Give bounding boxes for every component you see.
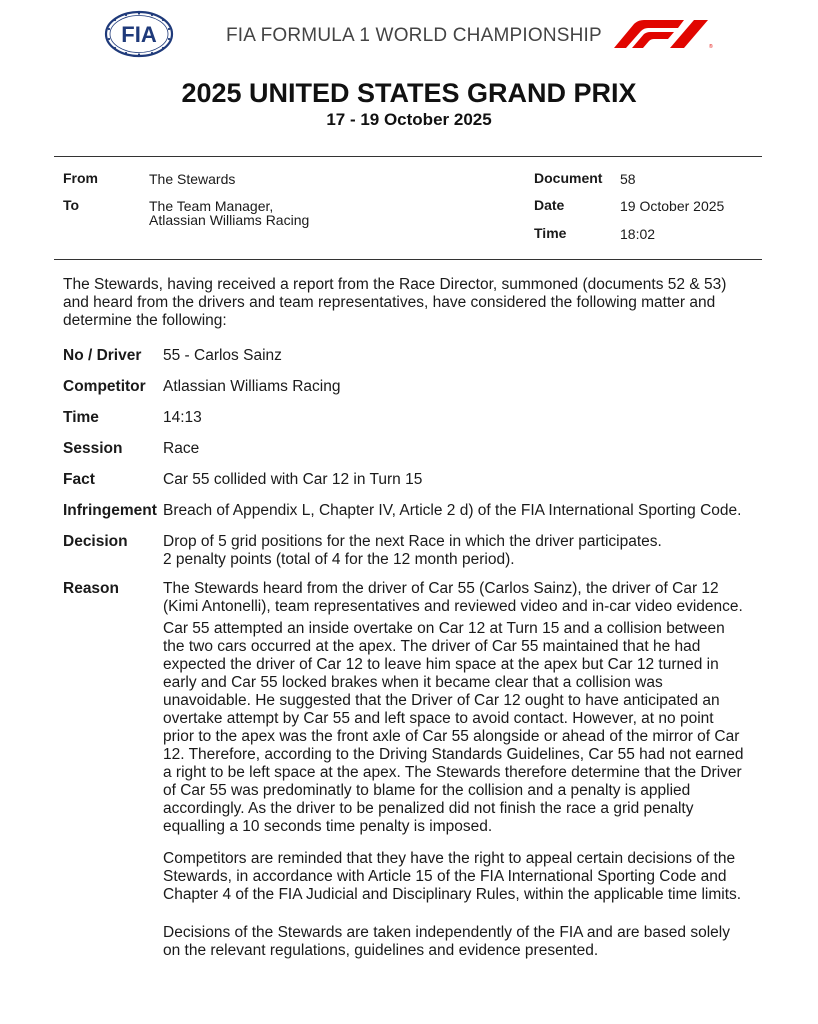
intro-line: and heard from the drivers and team representatives, have considered the following matter and — [63, 294, 716, 311]
divider-bottom — [54, 259, 762, 260]
document-number: 58 — [620, 171, 636, 187]
event-dates: 17 - 19 October 2025 — [326, 110, 492, 129]
reason-line: prior to the apex was the front axle of Car 55 alongside or ahead of the mirror of Car — [163, 728, 740, 745]
reason-line: of Car 55 was predominatly to blame for the collision and a penalty is applied — [163, 782, 691, 799]
document-label: Document — [534, 170, 603, 186]
svg-text:®: ® — [709, 44, 713, 50]
to-label: To — [63, 197, 80, 213]
independence-paragraph — [163, 924, 755, 960]
independence-line: Decisions of the Stewards are taken independently of the FIA and are based solely — [163, 924, 730, 941]
independence-line: on the relevant regulations, guidelines and evidence presented. — [163, 942, 599, 959]
competitor-label: Competitor — [63, 378, 146, 395]
reason-line: accordingly. As the driver to be penalized did not finish the race a grid penalty — [163, 800, 694, 817]
infringement-value: Breach of Appendix L, Chapter IV, Article 2 d) of the FIA International Sporting Code. — [163, 502, 742, 519]
appeal-line: Stewards, in accordance with Article 15 of the FIA International Sporting Code and — [163, 868, 727, 885]
reason-line: overtake attempt by Car 55 and left space to avoid contact. However, at no point — [163, 710, 714, 727]
reason-line: expected the driver of Car 12 to leave him space at the apex but Car 12 turned in — [163, 656, 719, 673]
event-title: 2025 UNITED STATES GRAND PRIX — [181, 78, 637, 108]
reason-line: a right to be left space at the apex. The Stewards therefore determine that the Driver — [163, 764, 742, 781]
time-field-label: Time — [63, 409, 99, 426]
to-value-line2: Atlassian Williams Racing — [149, 212, 310, 228]
infringement-label: Infringement — [63, 502, 157, 519]
f1-logo-icon — [612, 18, 712, 50]
championship-title: FIA FORMULA 1 WORLD CHAMPIONSHIP — [226, 25, 602, 46]
divider-top — [54, 156, 762, 157]
from-label: From — [63, 170, 98, 186]
reason-label: Reason — [63, 580, 119, 597]
fia-logo-text: FIA — [121, 22, 157, 47]
fact-label: Fact — [63, 471, 95, 488]
appeal-line: Competitors are reminded that they have the right to appeal certain decisions of the — [163, 850, 736, 867]
intro-line: determine the following: — [63, 312, 227, 329]
reason-paragraph-2 — [163, 620, 755, 836]
driver-label: No / Driver — [63, 347, 142, 364]
reason-line: The Stewards heard from the driver of Car 55 (Carlos Sainz), the driver of Car 12 — [163, 580, 719, 597]
date-value: 19 October 2025 — [620, 198, 725, 214]
fact-value: Car 55 collided with Car 12 in Turn 15 — [163, 471, 423, 488]
reason-line: Car 55 attempted an inside overtake on Car 12 at Turn 15 and a collision between — [163, 620, 725, 637]
reason-line: the two cars occurred at the apex. The driver of Car 55 maintained that he had — [163, 638, 701, 655]
intro-paragraph — [63, 276, 753, 330]
reason-line: early and Car 55 locked brakes when it became clear that a collision was — [163, 674, 663, 691]
session-label: Session — [63, 440, 123, 457]
intro-line: The Stewards, having received a report from the Race Director, summoned (documents 52 & 53) — [63, 276, 727, 293]
decision-value — [163, 533, 753, 569]
reason-line: 12. Therefore, according to the Driving Standards Guidelines, Car 55 had not earned — [163, 746, 744, 763]
appeal-line: Chapter 4 of the FIA Judicial and Disciplinary Rules, within the applicable time limits. — [163, 886, 742, 903]
time-field-value: 14:13 — [163, 409, 202, 426]
time-value: 18:02 — [620, 226, 656, 242]
reason-line: equalling a 10 seconds time penalty is imposed. — [163, 818, 493, 835]
session-value: Race — [163, 440, 200, 457]
appeal-paragraph — [163, 850, 755, 904]
to-value-line1: The Team Manager, — [149, 198, 274, 214]
decision-label: Decision — [63, 533, 128, 550]
driver-value: 55 - Carlos Sainz — [163, 347, 282, 364]
date-label: Date — [534, 197, 565, 213]
competitor-value: Atlassian Williams Racing — [163, 378, 341, 395]
reason-paragraph-1 — [163, 580, 755, 616]
decision-line: Drop of 5 grid positions for the next Race in which the driver participates. — [163, 533, 662, 550]
reason-line: unavoidable. He suggested that the Driver of Car 12 ought to have anticipated an — [163, 692, 720, 709]
fia-logo-icon — [104, 10, 174, 58]
time-label: Time — [534, 225, 567, 241]
reason-line: (Kimi Antonelli), team representatives and reviewed video and in-car video evidence. — [163, 598, 743, 615]
decision-line: 2 penalty points (total of 4 for the 12 month period). — [163, 551, 515, 568]
from-value: The Stewards — [149, 171, 236, 187]
document-header — [0, 0, 818, 70]
